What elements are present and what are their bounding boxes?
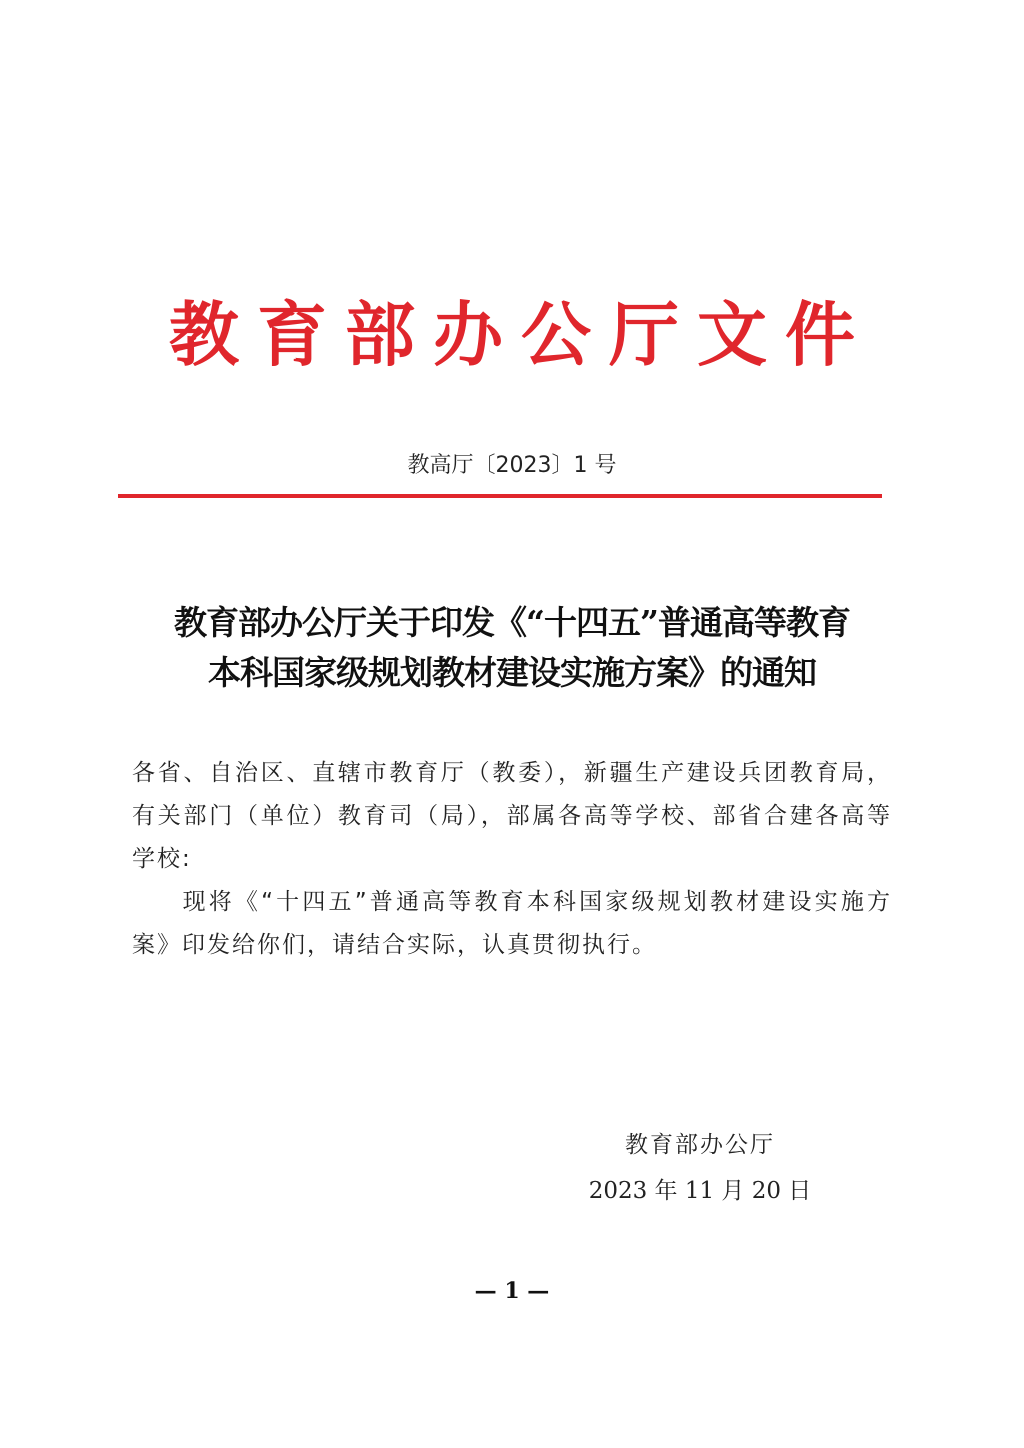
title-line-1: 教育部办公厅关于印发《“十四五”普通高等教育 [174, 603, 850, 642]
document-title [100, 598, 924, 698]
title-line-2: 本科国家级规划教材建设实施方案》的通知 [208, 653, 816, 692]
red-separator-line [118, 494, 882, 498]
signature-date: 2023 年 11 月 20 日 [588, 1178, 812, 1204]
signature-organization: 教育部办公厅 [625, 1132, 775, 1158]
document-number: 教高厅〔2023〕1 号 [407, 453, 617, 478]
addressee-paragraph: 各省、自治区、直辖市教育厅（教委），新疆生产建设兵团教育局，有关部门（单位）教育司（局），部属各高等学校、部省合建各高等学校: [132, 760, 892, 872]
page-number: — 1 — [474, 1278, 550, 1304]
document-body [132, 752, 892, 967]
document-masthead: 教育部办公厅文件 [169, 293, 873, 376]
signature-block [560, 1124, 840, 1212]
main-paragraph: 现将《“十四五”普通高等教育本科国家级规划教材建设实施方案》印发给你们，请结合实际，认真贯彻执行。 [132, 889, 892, 958]
